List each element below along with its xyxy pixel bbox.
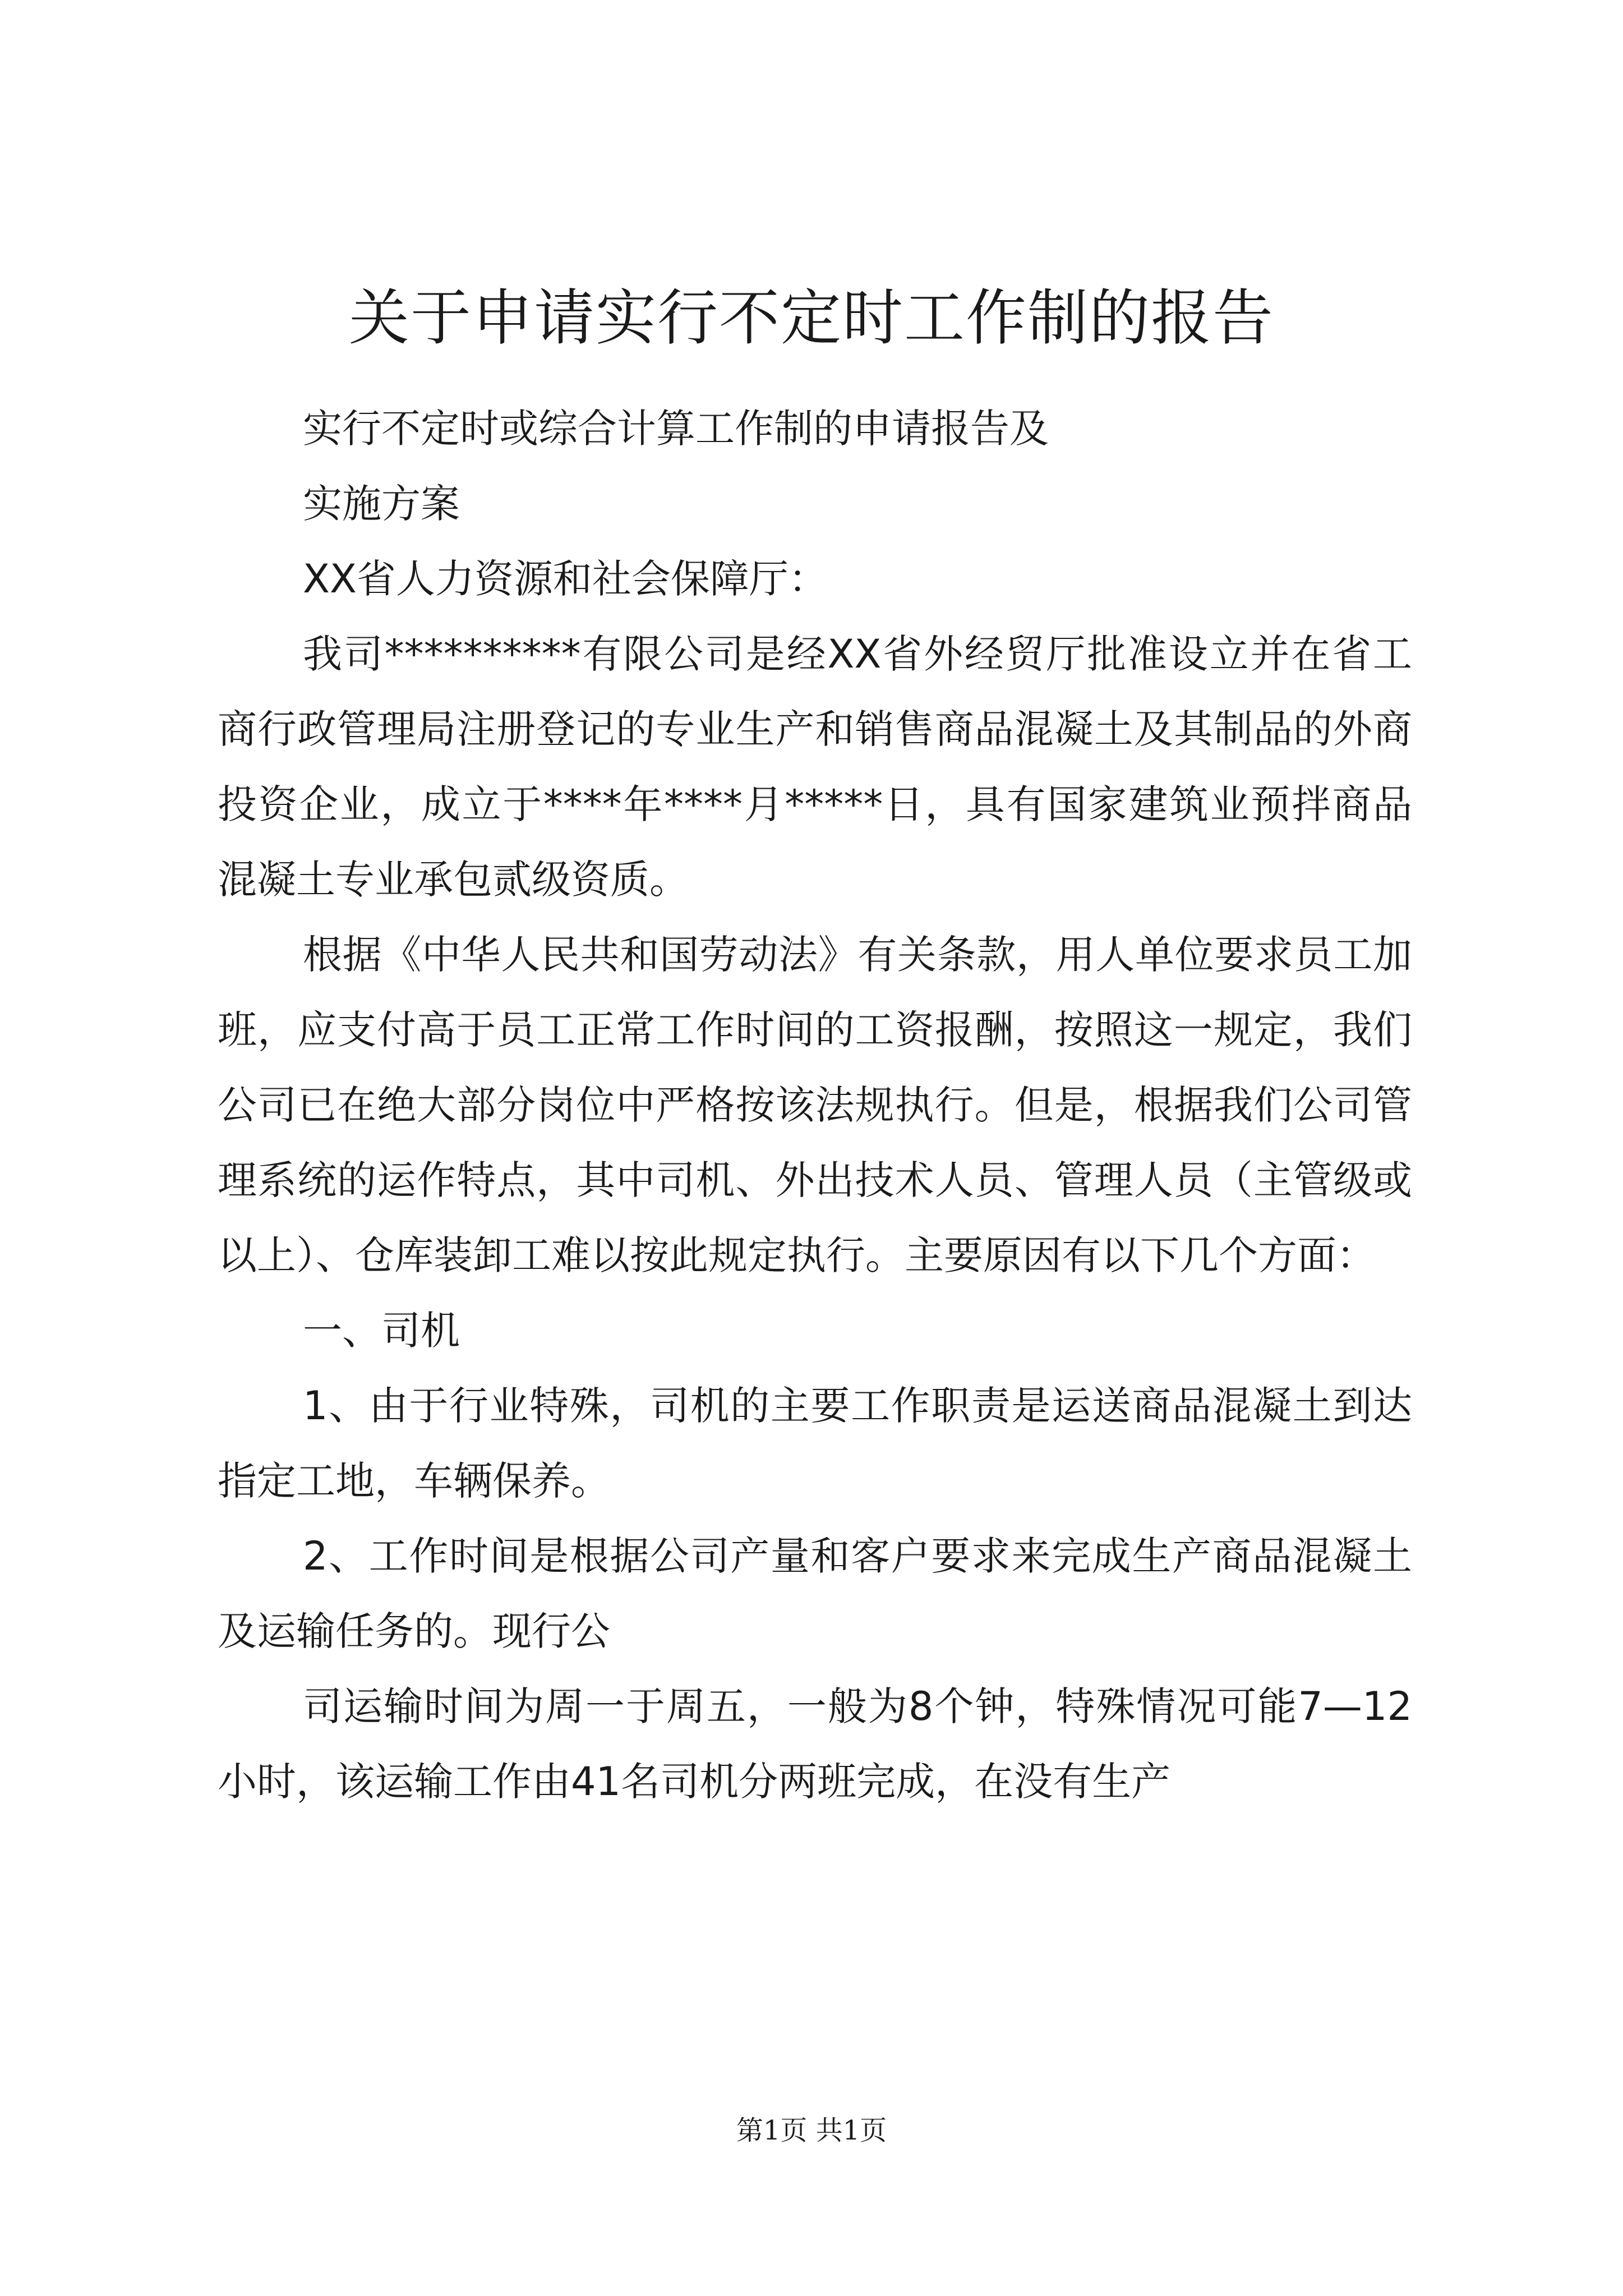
document-title: 关于申请实行不定时工作制的报告 (348, 283, 1274, 353)
paragraph-item-2-continued: 司运输时间为周一于周五，一般为8个钟，特殊情况可能7—12小时，该运输工作由41名司机分两班完成，在没有生产 (218, 1683, 1412, 1805)
paragraph-heading-line-2: 实施方案 (303, 481, 460, 527)
paragraph-heading-line-1: 实行不定时或综合计算工作制的申请报告及 (303, 406, 1049, 452)
document-body (218, 391, 1412, 1819)
paragraph-company-intro: 我司**********有限公司是经XX省外经贸厅批准设立并在省工商行政管理局注册登记的专业生产和销售商品混凝土及其制品的外商投资企业，成立于****年****月*****日，具有国家建筑业预拌商品混凝土专业承包贰级资质。 (218, 631, 1412, 903)
paragraph-addressee: XX省人力资源和社会保障厅： (303, 556, 828, 602)
paragraph-labor-law: 根据《中华人民共和国劳动法》有关条款，用人单位要求员工加班，应支付高于员工正常工作时间的工资报酬，按照这一规定，我们公司已在绝大部分岗位中严格按该法规执行。但是，根据我们公司管理系统的运作特点，其中司机、外出技术人员、管理人员（主管级或以上）、仓库装卸工难以按此规定执行。主要原因有以下几个方面： (218, 932, 1412, 1278)
paragraph-item-1: 1、由于行业特殊，司机的主要工作职责是运送商品混凝土到达指定工地，车辆保养。 (218, 1383, 1412, 1504)
page-footer: 第1页 共1页 (736, 2115, 887, 2146)
paragraph-section-drivers: 一、司机 (303, 1308, 460, 1354)
paragraph-item-2: 2、工作时间是根据公司产量和客户要求来完成生产商品混凝土及运输任务的。现行公 (218, 1533, 1412, 1654)
